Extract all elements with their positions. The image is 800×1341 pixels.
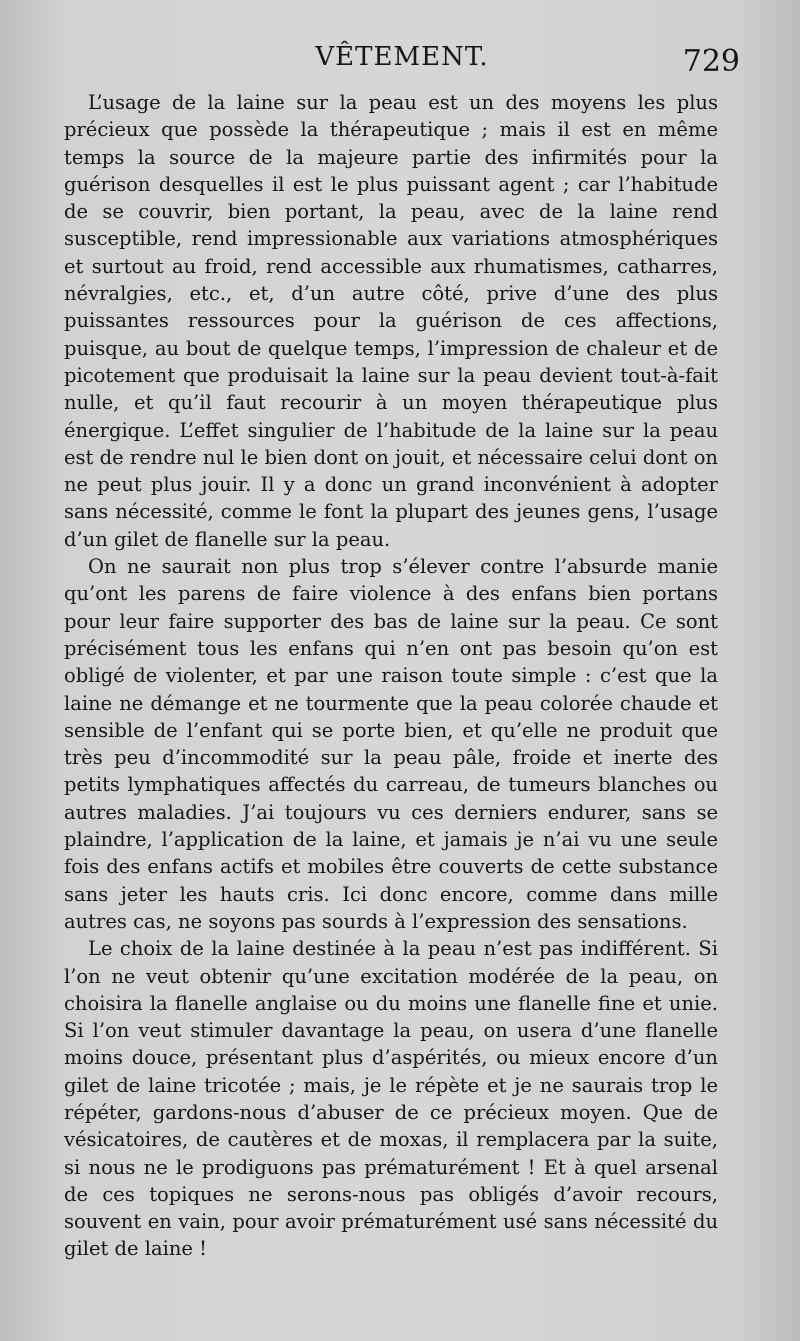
running-title: VÊTEMENT. (315, 42, 489, 72)
page-body (64, 89, 718, 1263)
page-number: 729 (682, 44, 740, 79)
paragraph-3: Le choix de la laine destinée à la peau n’est pas indifférent. Si l’on ne veut obtenir qu’une excitation modérée de la peau, on choisira la flanelle anglaise ou du moins une flanelle fine et unie. Si l’on veut stimuler davantage la peau, on usera d’une flanelle moins douce, présentant plus d’aspérités, ou mieux encore d’un gilet de laine tricotée ; mais, je le répète et je ne saurais trop le répéter, gardons-nous d’abuser de ce précieux moyen. Que de vésicatoires, de cautères et de moxas, il remplacera par la suite, si nous ne le prodiguons pas prématurément ! Et à quel arsenal de ces topiques ne serons-nous pas obligés d’avoir recours, souvent en vain, pour avoir prématurément usé sans nécessité du gilet de laine ! (64, 937, 718, 1261)
paragraph-1: L’usage de la laine sur la peau est un des moyens les plus précieux que possède la thérapeutique ; mais il est en même temps la source de la majeure partie des infirmités pour la guérison desquelles il est le plus puissant agent ; car l’habitude de se couvrir, bien portant, la peau, avec de la laine rend susceptible, rend impressionable aux variations atmosphériques et surtout au froid, rend accessible aux rhumatismes, catharres, névralgies, etc., et, d’un autre côté, prive d’une des plus puissantes ressources pour la guérison de ces affections, puisque, au bout de quelque temps, l’impression de chaleur et de picotement que produisait la laine sur la peau devient tout-à-fait nulle, et qu’il faut recourir à un moyen thérapeutique plus énergique. L’effet singulier de l’habitude de la laine sur la peau est de rendre nul le bien dont on jouit, et nécessaire celui dont on ne peut plus jouir. Il y a donc un grand inconvénient à adopter sans nécessité, comme le font la plupart des jeunes gens, l’usage d’un gilet de flanelle sur la peau. (64, 91, 718, 551)
page-header (64, 38, 740, 82)
paragraph-2: On ne saurait non plus trop s’élever contre l’absurde manie qu’ont les parens de faire violence à des enfans bien portans pour leur faire supporter des bas de laine sur la peau. Ce sont précisément tous les enfans qui n’en ont pas besoin qu’on est obligé de violenter, et par une raison toute simple : c’est que la laine ne démange et ne tourmente que la peau colorée chaude et sensible de l’enfant qui se porte bien, et qu’elle ne produit que très peu d’incommodité sur la peau pâle, froide et inerte des petits lymphatiques affectés du carreau, de tumeurs blanches ou autres maladies. J’ai toujours vu ces derniers endurer, sans se plaindre, l’application de la laine, et jamais je n’ai vu une seule fois des enfans actifs et mobiles être couverts de cette substance sans jeter les hauts cris. Ici donc encore, comme dans mille autres cas, ne soyons pas sourds à l’expression des sensations. (64, 555, 718, 933)
